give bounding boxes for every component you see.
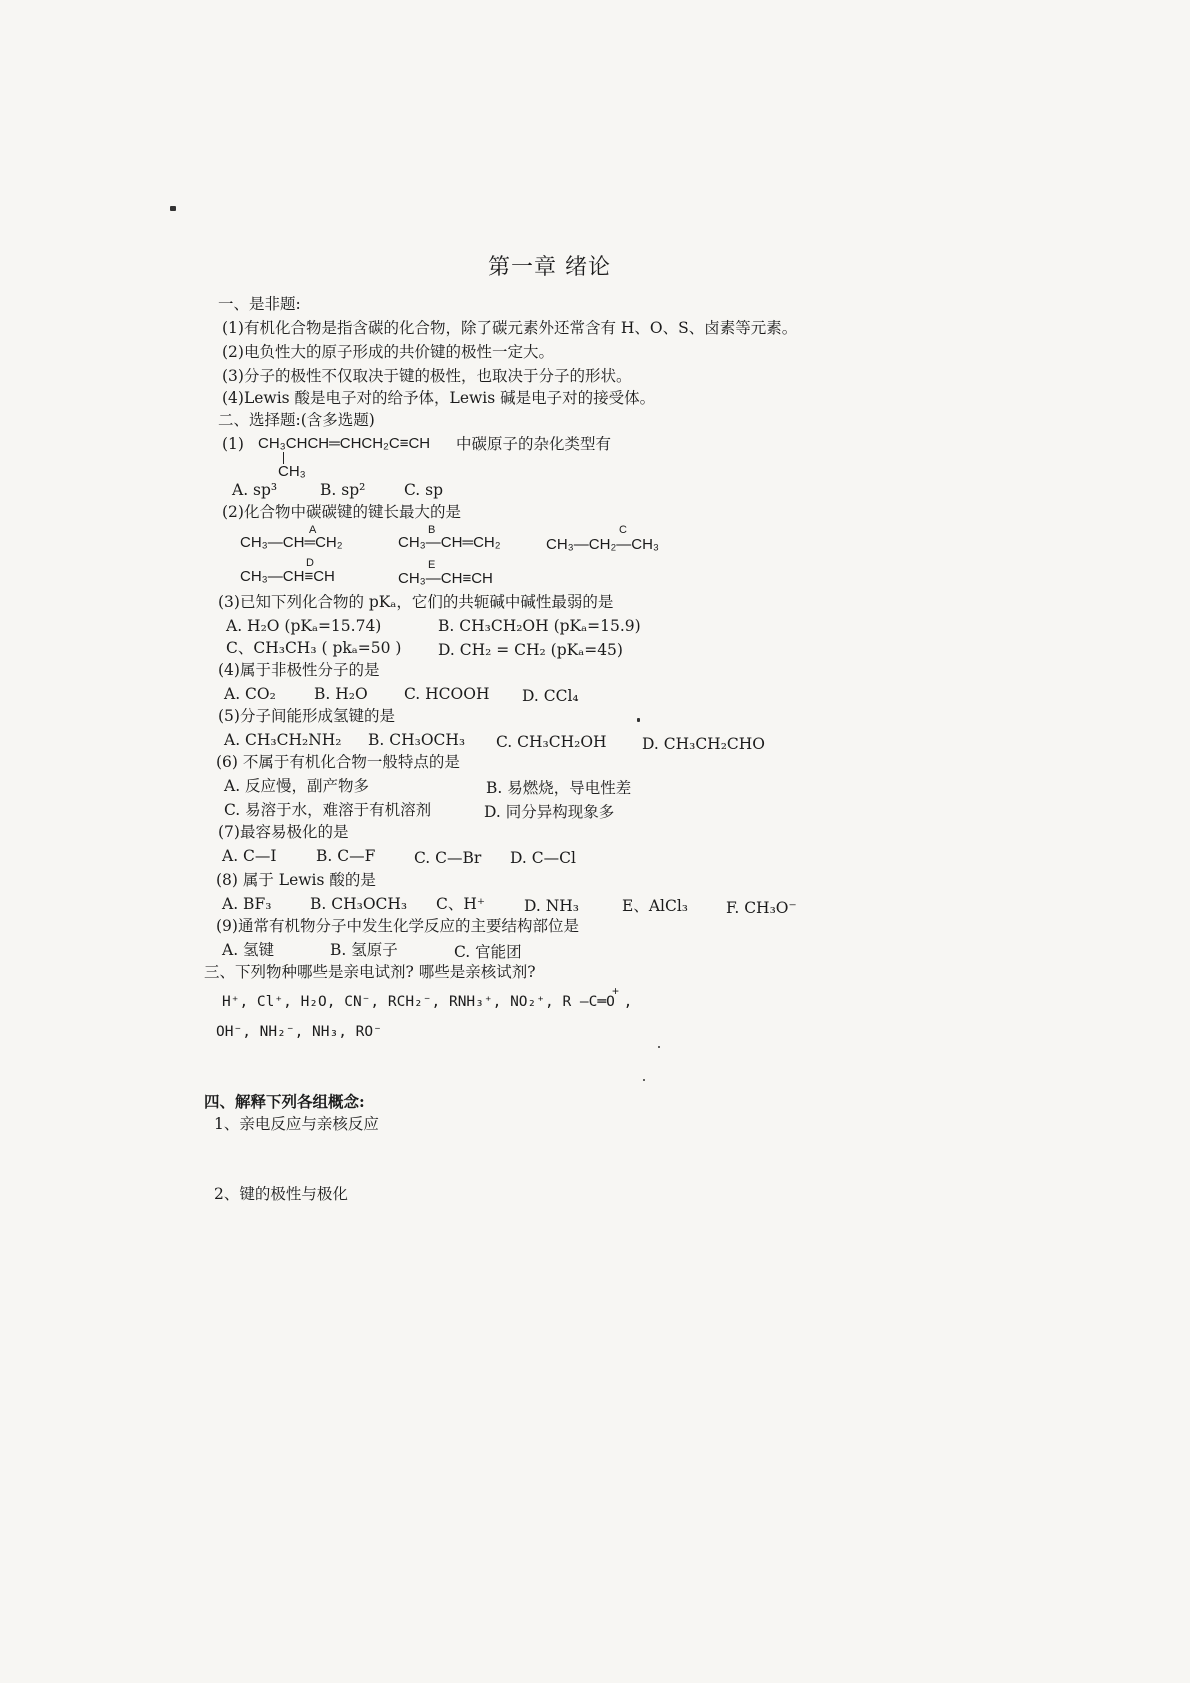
q4-text: (4)属于非极性分子的是 xyxy=(218,661,380,679)
section2-heading: 二、选择题:(含多选题) xyxy=(218,411,375,429)
q7-option-d: D. C—Cl xyxy=(510,849,576,867)
q8-option-a: A. BF₃ xyxy=(222,895,272,913)
q1-option-c: C. sp xyxy=(404,481,444,499)
q4-option-d: D. CCl₄ xyxy=(522,687,579,705)
q2-structure-e: CH₃—CH≡CH xyxy=(398,570,493,587)
q3-text: (3)已知下列化合物的 pKₐ，它们的共轭碱中碱性最弱的是 xyxy=(218,593,614,611)
q1-branch: CH₃ xyxy=(278,463,306,480)
q2-structure-c: CH₃—CH₂—CH₃ xyxy=(546,536,660,553)
carbonyl-charge: + xyxy=(612,984,620,998)
q3-option-d: D. CH₂ = CH₂ (pKₐ=45) xyxy=(438,641,623,659)
q1-prefix: (1) xyxy=(222,435,244,453)
scan-speck xyxy=(643,1079,645,1081)
q2-structure-a: CH₃—CH═CH₂ xyxy=(240,534,343,551)
q6-option-d: D. 同分异构现象多 xyxy=(484,803,615,821)
q4-option-b: B. H₂O xyxy=(314,685,368,703)
q2-text: (2)化合物中碳碳键的键长最大的是 xyxy=(222,503,461,521)
q3-option-a: A. H₂O (pKₐ=15.74) xyxy=(226,617,382,635)
q2-structure-b: CH₃—CH═CH₂ xyxy=(398,534,501,551)
q5-option-d: D. CH₃CH₂CHO xyxy=(642,735,765,753)
species-line-1: H⁺, Cl⁺, H₂O, CN⁻, RCH₂⁻, RNH₃⁺, NO₂⁺, R —C═O , xyxy=(222,994,633,1010)
section4-heading: 四、解释下列各组概念: xyxy=(204,1092,365,1111)
q9-option-a: A. 氢键 xyxy=(222,941,275,959)
q1-option-a: A. sp³ xyxy=(232,481,278,499)
q7-text: (7)最容易极化的是 xyxy=(218,823,349,841)
scan-speck xyxy=(637,718,640,722)
q2-label-b: B xyxy=(428,524,436,536)
q1-formula: CH₃CHCH═CHCH₂C≡CH xyxy=(258,435,431,452)
q8-option-c: C、H⁺ xyxy=(436,895,486,913)
q9-option-c: C. 官能团 xyxy=(454,943,522,961)
q4-option-a: A. CO₂ xyxy=(224,685,276,703)
q8-option-d: D. NH₃ xyxy=(524,897,580,915)
q5-option-c: C. CH₃CH₂OH xyxy=(496,733,607,751)
q7-option-c: C. C—Br xyxy=(414,849,482,867)
q8-option-b: B. CH₃OCH₃ xyxy=(310,895,408,913)
q9-option-b: B. 氢原子 xyxy=(330,941,398,959)
q7-option-b: B. C—F xyxy=(316,847,376,865)
q2-label-e: E xyxy=(428,559,436,571)
species-line-2: OH⁻, NH₂⁻, NH₃, RO⁻ xyxy=(216,1024,382,1040)
q7-option-a: A. C—I xyxy=(222,847,277,865)
q8-text: (8) 属于 Lewis 酸的是 xyxy=(216,871,376,889)
q9-text: (9)通常有机物分子中发生化学反应的主要结构部位是 xyxy=(216,917,579,935)
concept-item-2: 2、键的极性与极化 xyxy=(214,1185,348,1203)
q5-option-a: A. CH₃CH₂NH₂ xyxy=(224,731,342,749)
chapter-title: 第一章 绪论 xyxy=(488,255,611,280)
q1-option-b: B. sp² xyxy=(320,481,366,499)
concept-item-1: 1、亲电反应与亲核反应 xyxy=(214,1115,379,1133)
scan-speck xyxy=(170,206,176,211)
q4-option-c: C. HCOOH xyxy=(404,685,490,703)
tf-item-2: (2)电负性大的原子形成的共价键的极性一定大。 xyxy=(222,343,554,361)
q8-option-f: F. CH₃O⁻ xyxy=(726,899,797,917)
q2-label-c: C xyxy=(619,524,627,536)
tf-item-4: (4)Lewis 酸是电子对的给予体，Lewis 碱是电子对的接受体。 xyxy=(222,389,656,407)
q2-label-d: D xyxy=(306,557,314,569)
q5-text: (5)分子间能形成氢键的是 xyxy=(218,707,395,725)
q6-option-a: A. 反应慢，副产物多 xyxy=(224,777,370,795)
tf-item-1: (1)有机化合物是指含碳的化合物，除了碳元素外还常含有 H、O、S、卤素等元素。 xyxy=(222,319,798,337)
q6-option-c: C. 易溶于水，难溶于有机溶剂 xyxy=(224,801,432,819)
section3-heading: 三、下列物种哪些是亲电试剂? 哪些是亲核试剂? xyxy=(204,963,536,981)
q3-option-b: B. CH₃CH₂OH (pKₐ=15.9) xyxy=(438,617,641,635)
q5-option-b: B. CH₃OCH₃ xyxy=(368,731,466,749)
q2-label-a: A xyxy=(309,524,317,536)
q6-option-b: B. 易燃烧，导电性差 xyxy=(486,779,632,797)
q8-option-e: E、AlCl₃ xyxy=(622,897,688,915)
tf-item-3: (3)分子的极性不仅取决于键的极性，也取决于分子的形状。 xyxy=(222,367,632,385)
q1-suffix: 中碳原子的杂化类型有 xyxy=(456,435,612,453)
q2-structure-d: CH₃—CH≡CH xyxy=(240,568,335,585)
q6-text: (6) 不属于有机化合物一般特点的是 xyxy=(216,753,460,771)
section1-heading: 一、是非题: xyxy=(218,295,301,313)
q3-option-c: C、CH₃CH₃ ( pkₐ=50 ) xyxy=(226,639,402,657)
scan-speck xyxy=(658,1046,660,1048)
